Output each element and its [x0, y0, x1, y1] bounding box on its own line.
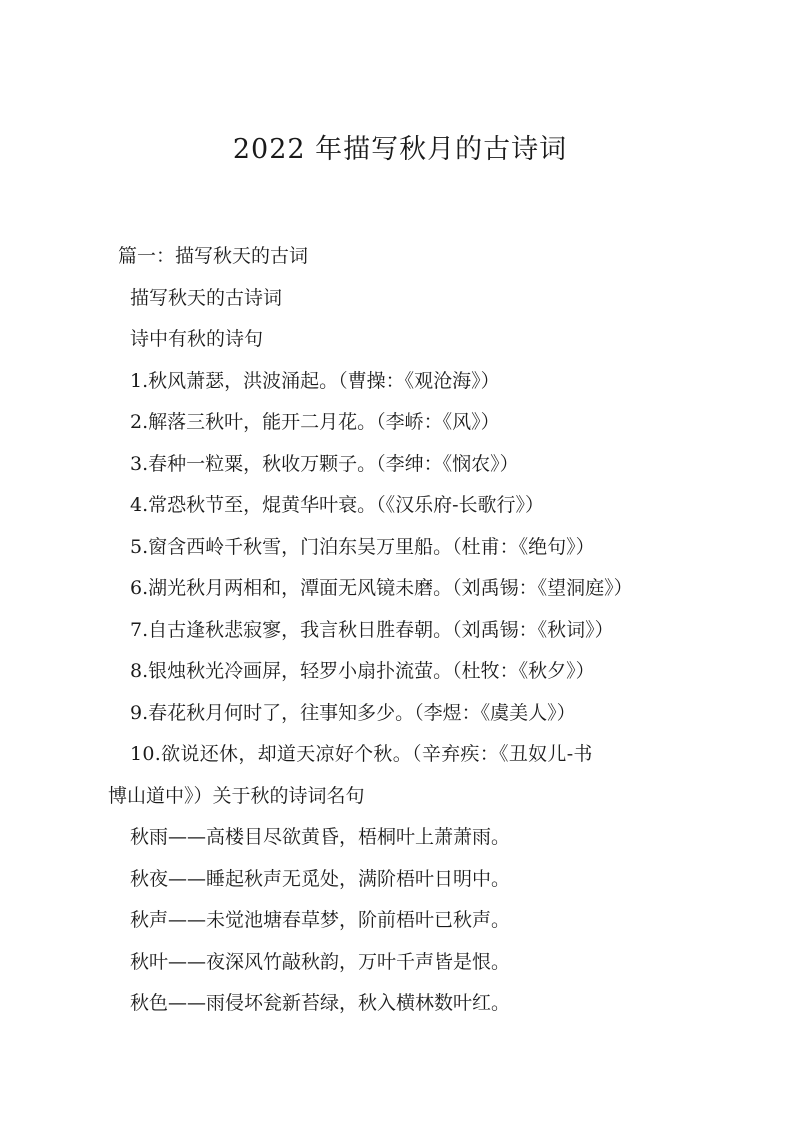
subheading: 描写秋天的古诗词 — [130, 286, 283, 309]
subheading: 诗中有秋的诗句 — [130, 328, 264, 350]
famous-line: 秋夜——睡起秋声无觅处，满阶梧叶日明中。 — [130, 867, 511, 890]
document-body — [108, 240, 688, 1029]
famous-line: 秋叶——夜深风竹敲秋韵，万叶千声皆是恨。 — [130, 950, 511, 973]
verse-line-continuation: 博山道中》）关于秋的诗词名句 — [108, 784, 365, 807]
famous-line: 秋声——未觉池塘春草梦，阶前梧叶已秋声。 — [130, 909, 511, 931]
verse-line: 1.秋风萧瑟，洪波涌起。（曹操：《观沧海》） — [130, 369, 500, 392]
verse-line: 9.春花秋月何时了，往事知多少。（李煜：《虞美人》） — [130, 701, 576, 724]
famous-line: 秋色——雨侵坏瓮新苔绿，秋入横林数叶红。 — [130, 992, 511, 1014]
verse-line: 10.欲说还休，却道天凉好个秋。（辛弃疾：《丑奴儿-书 — [130, 743, 593, 765]
verse-line: 3.春种一粒粟，秋收万颗子。（李绅：《悯农》） — [130, 452, 519, 475]
verse-line: 5.窗含西岭千秋雪，门泊东吴万里船。（杜甫：《绝句》） — [130, 535, 595, 558]
verse-line: 8.银烛秋光冷画屏，轻罗小扇扑流萤。（杜牧：《秋夕》） — [130, 660, 595, 682]
document-title: 2022 年描写秋月的古诗词 — [232, 134, 568, 165]
famous-line: 秋雨——高楼目尽欲黄昏，梧桐叶上萧萧雨。 — [130, 826, 511, 848]
verse-line: 7.自古逢秋悲寂寥，我言秋日胜春朝。（刘禹锡：《秋词》） — [130, 618, 614, 641]
section-heading: 篇一：描写秋天的古词 — [118, 245, 309, 267]
verse-line: 6.湖光秋月两相和，潭面无风镜未磨。（刘禹锡：《望洞庭》） — [130, 577, 633, 599]
verse-line: 4.常恐秋节至，焜黄华叶衰。（《汉乐府-长歌行》） — [130, 494, 545, 516]
verse-line: 2.解落三秋叶，能开二月花。（李峤：《风》） — [130, 411, 500, 433]
